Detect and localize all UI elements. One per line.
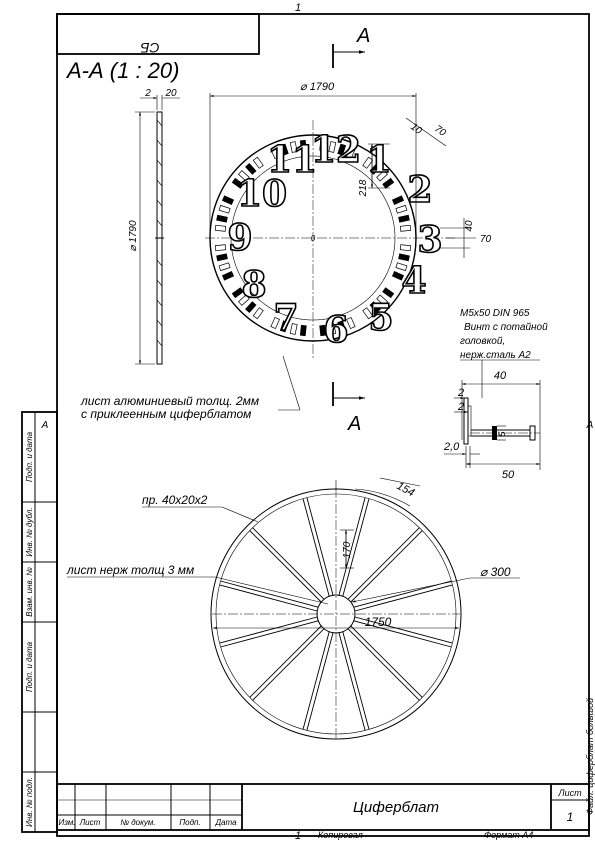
profile-note-leader <box>222 507 258 522</box>
screw-dim-2b: 2 <box>458 401 465 413</box>
section-cut-bottom <box>333 382 365 406</box>
format-label: Формат A4 <box>484 830 534 840</box>
frame-dim-170: 170 <box>342 541 353 559</box>
stamp-label-1: Подп. и дата <box>25 431 34 483</box>
file-label: Файл: циферблат большой <box>585 697 595 815</box>
frame-dim-dia-300: ⌀ 300 <box>480 565 511 579</box>
dim-10: 10 <box>408 121 424 137</box>
numeral-11: 11 <box>266 139 318 181</box>
screw-dim-5: 5 <box>497 431 507 437</box>
minute-tick <box>400 225 410 231</box>
drawing-title: Циферблат <box>352 799 440 816</box>
screw-note-line2: головкой, <box>460 336 506 347</box>
screw-dim-2a: 2 <box>458 387 465 399</box>
steel-note: лист нерж толщ 3 мм <box>67 563 195 577</box>
numeral-8: 8 <box>241 264 267 306</box>
dim-70-side: 70 <box>480 234 492 245</box>
screw-note-line3: нерж.сталь А2 <box>460 350 531 361</box>
stamp-label-5: Инв. № подл. <box>25 777 34 827</box>
numeral-5: 5 <box>368 297 394 339</box>
cut-label-bottom: A <box>348 413 362 435</box>
dim-thick-20: 20 <box>165 88 177 99</box>
tb-col-date: Дата <box>215 818 237 827</box>
sheet-note-leader <box>283 356 300 410</box>
dim-dia-1790-side: ⌀ 1790 <box>128 220 139 252</box>
side-mark-left: A <box>41 420 49 431</box>
numeral-12: 12 <box>310 129 362 171</box>
section-cut-top <box>333 44 365 68</box>
side-section-view <box>135 95 180 364</box>
dim-218: 218 <box>358 179 369 197</box>
section-title: А-А (1 : 20) <box>67 58 180 83</box>
cut-label-top: A <box>357 25 371 47</box>
screw-note-line1: Винт с потайной <box>464 322 548 333</box>
numeral-2: 2 <box>407 169 433 211</box>
sheet-note-line1: лист алюминиевый толщ. 2мм <box>81 394 260 408</box>
numeral-9: 9 <box>227 217 253 259</box>
frame-spoke <box>220 617 318 643</box>
dial-center-mark: 0 <box>310 234 316 243</box>
screw-dim-50: 50 <box>501 469 515 481</box>
frame-spoke <box>355 585 453 611</box>
numeral-4: 4 <box>401 260 427 302</box>
corner-mark: СБ <box>140 40 160 56</box>
frame-spoke <box>307 633 333 731</box>
tb-col-doc: № докум. <box>120 818 156 827</box>
screw-spec: M5x50 DIN 965 <box>460 308 530 319</box>
numeral-7: 7 <box>273 297 299 339</box>
minute-tick <box>400 245 410 251</box>
minute-tick <box>215 225 225 231</box>
tb-col-sign: Подп. <box>179 818 201 827</box>
frame-spoke <box>339 633 365 731</box>
numeral-3: 3 <box>417 219 443 261</box>
minute-tick <box>300 325 306 335</box>
dim-40: 40 <box>464 220 475 232</box>
sheet-label: Лист <box>558 788 582 798</box>
profile-note: пр. 40х20х2 <box>142 493 208 507</box>
steel-note-leader <box>215 577 328 604</box>
side-mark-right: A <box>586 420 594 431</box>
frame-dim-154: 154 <box>394 480 417 500</box>
numeral-6: 6 <box>323 309 349 351</box>
bottom-sheet-number: 1 <box>294 830 302 842</box>
screw-dim-40: 40 <box>493 370 507 382</box>
stamp-label-2: Инв. № дубл. <box>25 507 34 557</box>
sheet-note-line2: с приклеенным циферблатом <box>81 407 252 421</box>
sheet-number: 1 <box>566 810 574 824</box>
numeral-10: 10 <box>236 173 288 215</box>
numeral-1: 1 <box>366 139 392 181</box>
stamp-label-3: Взам. инв. № <box>25 567 34 617</box>
dim-thick-2: 2 <box>145 88 151 99</box>
tb-col-list: Лист <box>79 818 101 827</box>
tb-col-izm: Изм. <box>58 818 76 827</box>
frame-spoke <box>307 498 333 595</box>
dim-dia-1790-top: ⌀ 1790 <box>300 81 335 93</box>
stamp-label-4: Подп. и дата <box>25 641 34 693</box>
top-sheet-number: 1 <box>294 2 302 14</box>
frame-dim-1750: 1750 <box>364 615 392 629</box>
screw-dim-2-0: 2,0 <box>444 441 460 453</box>
copied-label: Копировал <box>318 830 363 840</box>
frame-view <box>211 478 520 740</box>
minute-tick <box>215 245 225 251</box>
dim-70-top: 70 <box>432 123 448 139</box>
